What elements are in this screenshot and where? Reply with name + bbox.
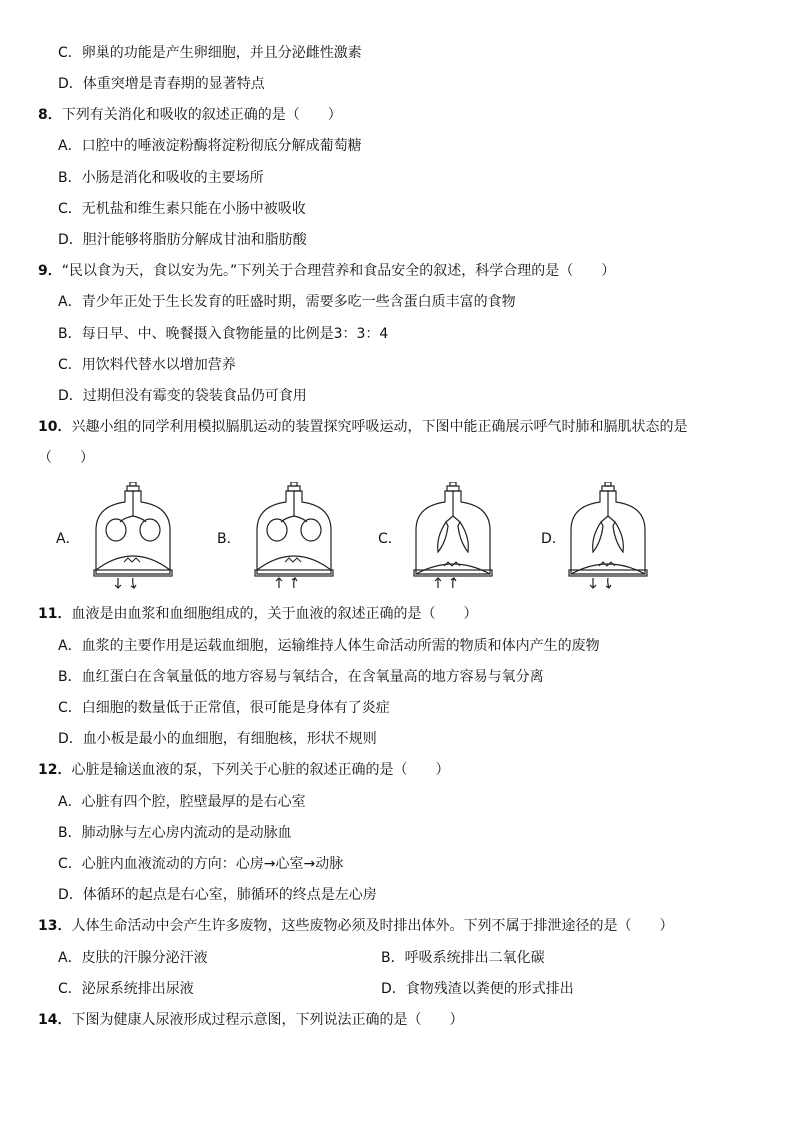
figure-label-d: D． (541, 531, 566, 547)
figure-label-b: B． (217, 531, 241, 547)
question-number: 11． (38, 606, 72, 622)
question-text: 下图为健康人尿液形成过程示意图，下列说法正确的是（ ） (71, 1012, 464, 1028)
bell-jar-figure-a (78, 482, 188, 592)
question-14 (38, 1011, 463, 1029)
option-a-q12: A．心脏有四个腔，腔壁最厚的是右心室 (58, 794, 306, 810)
option-b-q12: B．肺动脉与左心房内流动的是动脉血 (58, 825, 292, 841)
option-a-q9: A．青少年正处于生长发育的旺盛时期，需要多吃一些含蛋白质丰富的食物 (58, 294, 516, 310)
question-number: 8． (38, 107, 62, 123)
option-d-q7: D．体重突增是青春期的显著特点 (58, 76, 265, 92)
option-d-q11: D．血小板是最小的血细胞，有细胞核，形状不规则 (58, 731, 377, 747)
option-c-q8: C．无机盐和维生素只能在小肠中被吸收 (58, 201, 306, 217)
option-a-q11: A．血浆的主要作用是运载血细胞，运输维持人体生命活动所需的物质和体内产生的废物 (58, 638, 600, 654)
option-d-q12: D．体循环的起点是右心室，肺循环的终点是左心房 (58, 887, 377, 903)
option-c-q11: C．白细胞的数量低于正常值，很可能是身体有了炎症 (58, 700, 390, 716)
question-text: 血液是由血浆和血细胞组成的，关于血液的叙述正确的是（ ） (71, 606, 478, 622)
question-number: 13． (38, 918, 72, 934)
question-9 (38, 262, 615, 280)
question-10-paren: （ ） (38, 450, 94, 466)
option-b-q11: B．血红蛋白在含氧量低的地方容易与氧结合，在含氧量高的地方容易与氧分离 (58, 669, 544, 685)
question-number: 12． (38, 762, 72, 778)
question-11 (38, 605, 477, 623)
question-8 (38, 106, 342, 124)
option-b-q13: B．呼吸系统排出二氧化碳 (381, 950, 545, 966)
question-12 (38, 761, 449, 779)
bell-jar-figure-b (239, 482, 349, 592)
option-d-q8: D．胆汁能够将脂肪分解成甘油和脂肪酸 (58, 232, 307, 248)
option-d-q13: D．食物残渣以粪便的形式排出 (381, 981, 574, 997)
option-d-q9: D．过期但没有霉变的袋装食品仍可食用 (58, 388, 307, 404)
question-text: 人体生命活动中会产生许多废物，这些废物必须及时排出体外。下列不属于排泄途径的是（ ） (71, 918, 674, 934)
question-text: “民以食为天，食以安为先。”下列关于合理营养和食品安全的叙述，科学合理的是（ ） (61, 263, 616, 279)
option-c-q13: C．泌尿系统排出尿液 (58, 981, 194, 997)
question-13 (38, 917, 673, 935)
question-number: 14． (38, 1012, 72, 1028)
option-c-q7: C．卵巢的功能是产生卵细胞，并且分泌雌性激素 (58, 45, 362, 61)
option-b-q9: B．每日早、中、晚餐摄入食物能量的比例是3：3：4 (58, 326, 389, 342)
option-b-q8: B．小肠是消化和吸收的主要场所 (58, 170, 264, 186)
bell-jar-figure-d (553, 482, 663, 592)
option-c-q12: C．心脏内血液流动的方向：心房→心室→动脉 (58, 856, 344, 872)
figure-label-a: A． (56, 531, 80, 547)
question-text: 下列有关消化和吸收的叙述正确的是（ ） (61, 107, 342, 123)
question-text: 兴趣小组的同学利用模拟膈肌运动的装置探究呼吸运动，下图中能正确展示呼气时肺和膈肌状态的是 (71, 419, 688, 435)
question-number: 9． (38, 263, 62, 279)
option-c-q9: C．用饮料代替水以增加营养 (58, 357, 236, 373)
figure-label-c: C． (378, 531, 402, 547)
question-number: 10． (38, 419, 72, 435)
option-a-q13: A．皮肤的汗腺分泌汗液 (58, 950, 208, 966)
question-text: 心脏是输送血液的泵，下列关于心脏的叙述正确的是（ ） (71, 762, 450, 778)
question-10 (38, 418, 687, 436)
bell-jar-figure-c (398, 482, 508, 592)
option-a-q8: A．口腔中的唾液淀粉酶将淀粉彻底分解成葡萄糖 (58, 138, 362, 154)
